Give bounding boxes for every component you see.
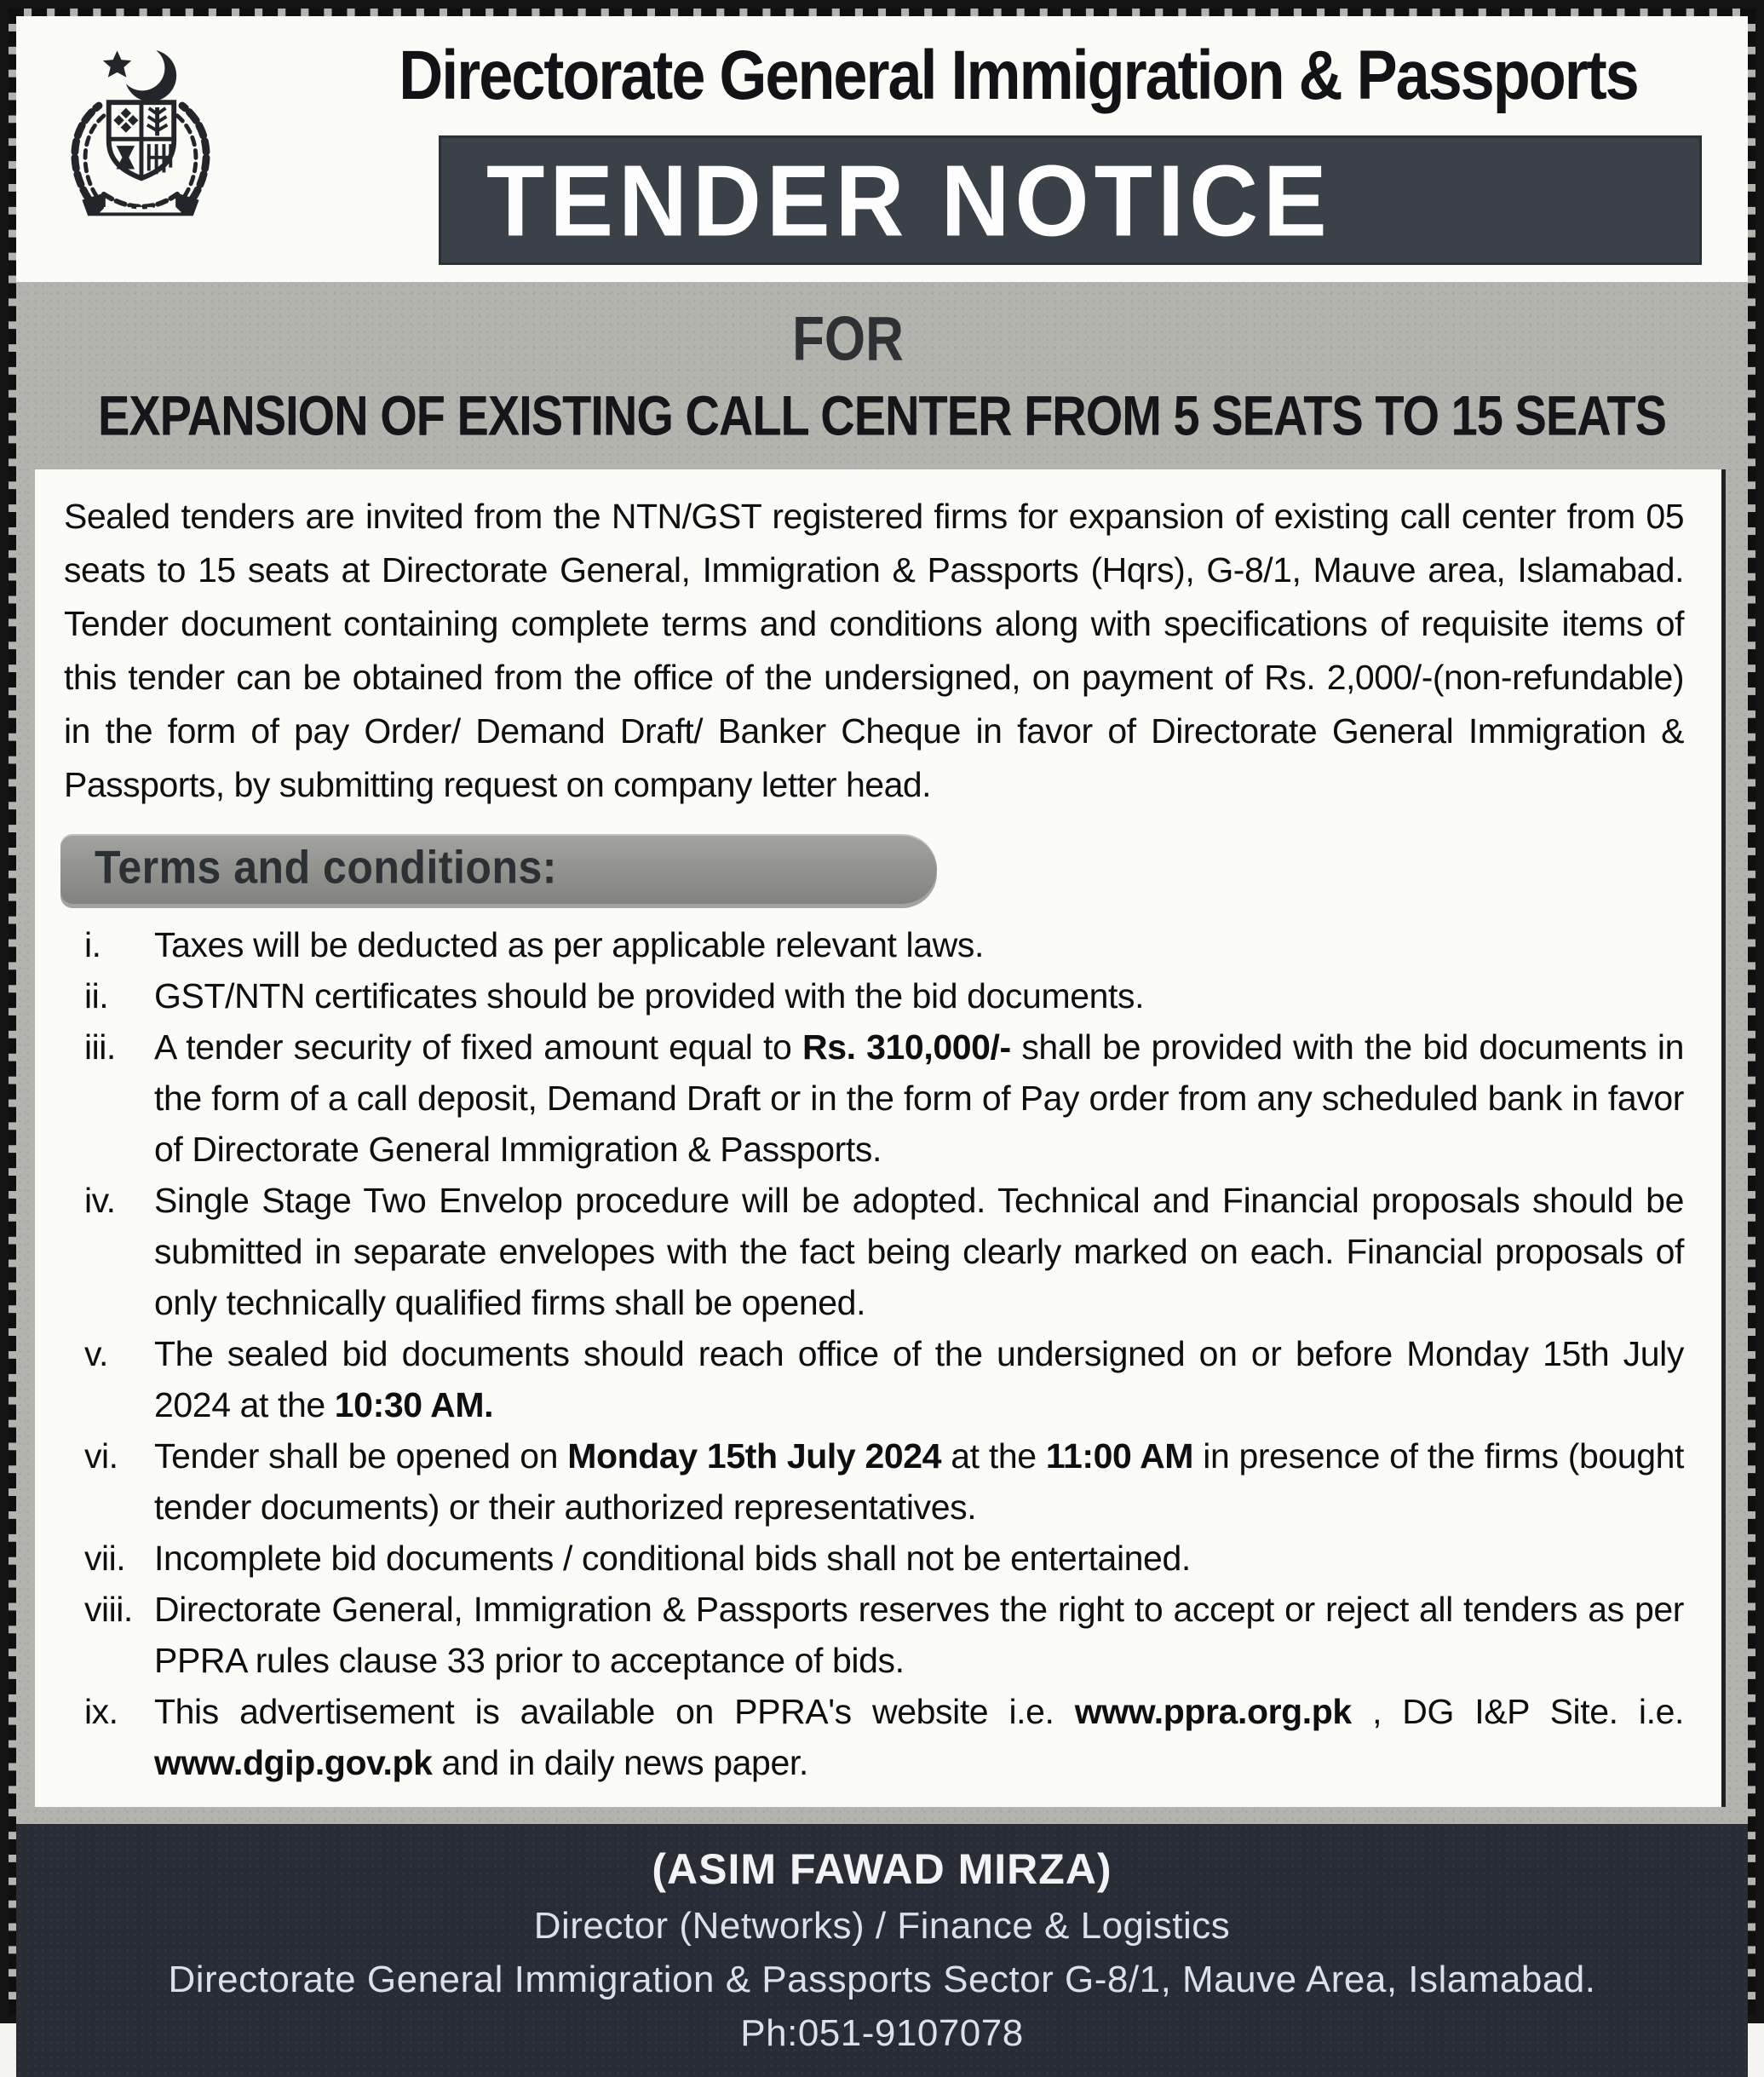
notice-inner-frame [9,9,1755,2054]
term-item [64,1686,1684,1788]
term-item [64,1328,1684,1430]
signature-footer [16,1824,1748,2077]
term-text: GST/NTN certificates should be provided with the bid documents. [154,976,1145,1015]
term-text: Taxes will be deducted as per applicable relevant laws. [154,925,984,964]
term-text: This advertisement is available on PPRA's website i.e. www.ppra.org.pk , DG I&P Site. i.e. www.dgip.gov.pk and in daily news paper. [154,1692,1684,1782]
terms-heading: Terms and conditions: [95,841,557,894]
term-item [64,1430,1684,1533]
org-title: Directorate General Immigration & Passports [399,37,1638,115]
notice-content-box [35,469,1726,1807]
term-number: vi. [84,1436,118,1476]
term-number: vii. [84,1539,126,1578]
term-item [64,1584,1684,1686]
term-item [64,1175,1684,1328]
tender-notice-banner [439,135,1702,265]
notice-body-zone [16,282,1748,1824]
tender-notice-title: TENDER NOTICE [486,143,1332,257]
signatory-name: (ASIM FAWAD MIRZA) [652,1845,1112,1893]
term-number: ix. [84,1692,118,1731]
terms-list [64,919,1684,1788]
phone-number: Ph:051-9107078 [740,2012,1024,2054]
pakistan-state-emblem-icon [57,38,224,219]
term-text: Single Stage Two Envelop procedure will be adopted. Technical and Financial proposals should be submitted in separate envelopes with the fact being clearly marked on each. Financial proposals of only technically qualified firms shall be opened. [154,1181,1684,1322]
term-number: iv. [84,1181,116,1220]
term-item [64,970,1684,1021]
term-number: i. [84,925,101,964]
term-number: v. [84,1334,108,1373]
term-number: iii. [84,1027,116,1067]
intro-paragraph: Sealed tenders are invited from the NTN/GST registered firms for expansion of existing call center from 05 seats to 15 seats at Directorate General, Immigration & Passports (Hqrs), G-8/1, Mauve area, Islamabad. Tender document containing complete terms and conditions along with specifications of requisite items of this tender can be obtained from the office of the undersigned, on payment of Rs. 2,000/-(non-refundable) in the form of pay Order/ Demand Draft/ Banker Cheque in favor of Directorate General Immigration & Passports, by submitting request on company letter head. [64,497,1684,804]
term-text: Directorate General, Immigration & Passports reserves the right to accept or reject all tenders as per PPRA rules clause 33 prior to acceptance of bids. [154,1590,1684,1680]
office-address: Directorate General Immigration & Passports Sector G-8/1, Mauve Area, Islamabad. [168,1959,1596,2000]
term-number: ii. [84,976,109,1015]
for-label: FOR [792,304,904,375]
term-text: A tender security of fixed amount equal to Rs. 310,000/- shall be provided with the bid documents in the form of a call deposit, Demand Draft or in the form of Pay order from any scheduled bank in favor of Directorate General Immigration & Passports. [154,1027,1684,1169]
term-text: Incomplete bid documents / conditional bids shall not be entertained. [154,1539,1191,1578]
terms-heading-banner [60,834,937,904]
term-item [64,1021,1684,1175]
subject-headline: EXPANSION OF EXISTING CALL CENTER FROM 5 SEATS TO 15 SEATS [97,383,1667,447]
term-text: Tender shall be opened on Monday 15th July 2024 at the 11:00 AM in presence of the firms (bought tender documents) or their authorized representatives. [154,1436,1684,1527]
term-item [64,919,1684,970]
term-text: The sealed bid documents should reach office of the undersigned on or before Monday 15th July 2024 at the 10:30 AM. [154,1334,1684,1424]
notice-header [16,16,1748,282]
signatory-designation: Director (Networks) / Finance & Logistics [533,1905,1231,1947]
term-number: viii. [84,1590,133,1629]
term-item [64,1533,1684,1584]
